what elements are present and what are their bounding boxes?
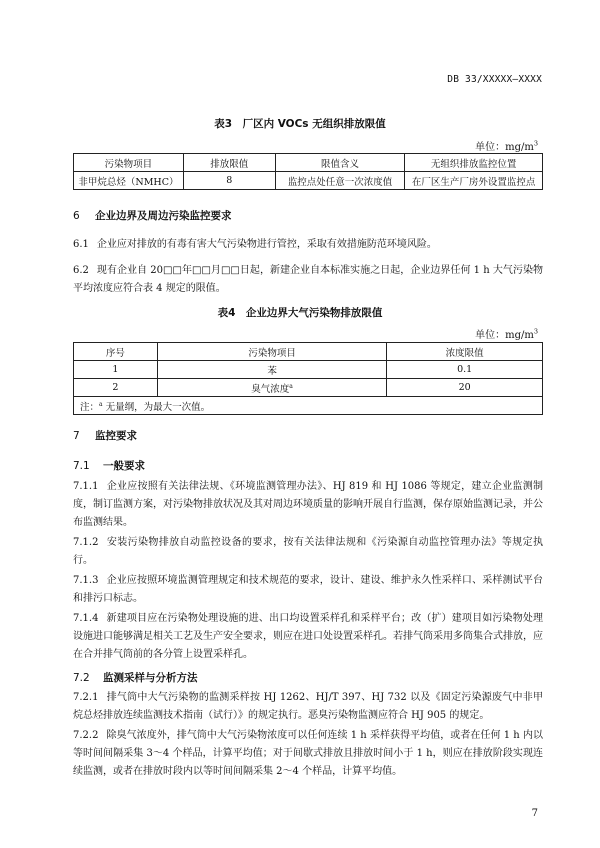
table-cell: 20 (387, 379, 543, 397)
table-header-cell: 污染物项目 (74, 154, 184, 172)
table-note-row (74, 397, 543, 415)
table-cell: 监控点处任意一次浓度值 (275, 172, 405, 190)
table-header-cell: 限值含义 (275, 154, 405, 172)
table-cell: 2 (74, 379, 158, 397)
table-header-cell: 无组织排放监控位置 (405, 154, 543, 172)
document-id: DB 33/XXXXX—XXXX (447, 74, 542, 85)
table-header-cell: 污染物项目 (157, 343, 386, 361)
table3-unit: 单位：$mg/m^3$ (475, 139, 538, 153)
table-header-row (74, 154, 543, 172)
table-note: 注：$^a$ 无量纲，为最大一次值。 (74, 397, 543, 415)
table-cell: 臭气浓度$^a$ (157, 379, 386, 397)
section7-1-heading: 7.1 一般要求 (73, 460, 145, 472)
table-cell: 0.1 (387, 361, 543, 379)
table-row (74, 361, 543, 379)
table-row (74, 172, 543, 190)
paragraph-6-2: 6.2 现有企业自 20□□年□□月□□日起，新建企业自本标准实施之日起，企业边界任何 1 h 大气污染物平均浓度应符合表 4 规定的限值。 (73, 265, 543, 294)
table-header-cell: 浓度限值 (387, 343, 543, 361)
paragraph-7-2-2: 7.2.2 除臭气浓度外，排气筒中大气污染物浓度可以任何连续 1 h 采样获得平均值，或者在任何 1 h 内以等时间间隔采集 3～4 个样品，计算平均值；对于间歇式排放且排放时间小于 1 h，则应在排放阶段实现连续监测，或者在排放时段内以等时间间隔采集 2～4 个样品，计算平均值。 (73, 730, 543, 777)
table-cell: 在厂区生产厂房外设置监控点 (405, 172, 543, 190)
table-row (74, 379, 543, 397)
table4-caption: 表4 企业边界大气污染物排放限值 (217, 307, 383, 319)
table-header-cell: 序号 (74, 343, 158, 361)
page-number: 7 (531, 808, 538, 819)
section7-heading: 7 监控要求 (73, 430, 137, 442)
table-cell: 非甲烷总烃（NMHC） (74, 172, 184, 190)
section7-2-heading: 7.2 监测采样与分析方法 (73, 672, 198, 684)
table-header-cell: 排放限值 (183, 154, 275, 172)
paragraph-7-1-4: 7.1.4 新建项目应在污染物处理设施的进、出口均设置采样孔和采样平台；改（扩）建项目如污染物处理设施进口能够满足相关工艺及生产安全要求，则应在进口处设置采样孔。若排气筒采用多筒集合式排放，应在合并排气筒前的各分管上设置采样孔。 (73, 613, 543, 660)
paragraph-7-1-1: 7.1.1 企业应按照有关法律法规、《环境监测管理办法》、HJ 819 和 HJ 1086 等规定，建立企业监测制度，制订监测方案，对污染物排放状况及其对周边环境质量的影响开展自行监测，保存原始监测记录，并公布监测结果。 (73, 481, 543, 528)
section6-heading: 6 企业边界及周边污染监控要求 (73, 210, 232, 222)
table3-caption: 表3 厂区内 VOCs 无组织排放限值 (214, 118, 386, 130)
paragraph-6-1: 6.1 企业应对排放的有毒有害大气污染物进行管控，采取有效措施防范环境风险。 (73, 239, 437, 250)
table4 (73, 342, 543, 415)
table-header-row (74, 343, 543, 361)
paragraph-7-1-3: 7.1.3 企业应按照环境监测管理规定和技术规范的要求，设计、建设、维护永久性采样口、采样测试平台和排污口标志。 (73, 575, 543, 604)
table-cell: 苯 (157, 361, 386, 379)
table4-unit: 单位：$mg/m^3$ (475, 327, 538, 341)
table-cell: 1 (74, 361, 158, 379)
paragraph-7-1-2: 7.1.2 安装污染物排放自动监控设备的要求，按有关法律法规和《污染源自动监控管理办法》等规定执行。 (73, 537, 543, 566)
table3 (73, 153, 543, 190)
paragraph-7-2-1: 7.2.1 排气筒中大气污染物的监测采样按 HJ 1262、HJ/T 397、HJ 732 以及《固定污染源废气中非甲烷总烃排放连续监测技术指南（试行）》的规定执行。恶臭污染物监测应符合 HJ 905 的规定。 (73, 692, 543, 721)
table-cell: 8 (183, 172, 275, 190)
